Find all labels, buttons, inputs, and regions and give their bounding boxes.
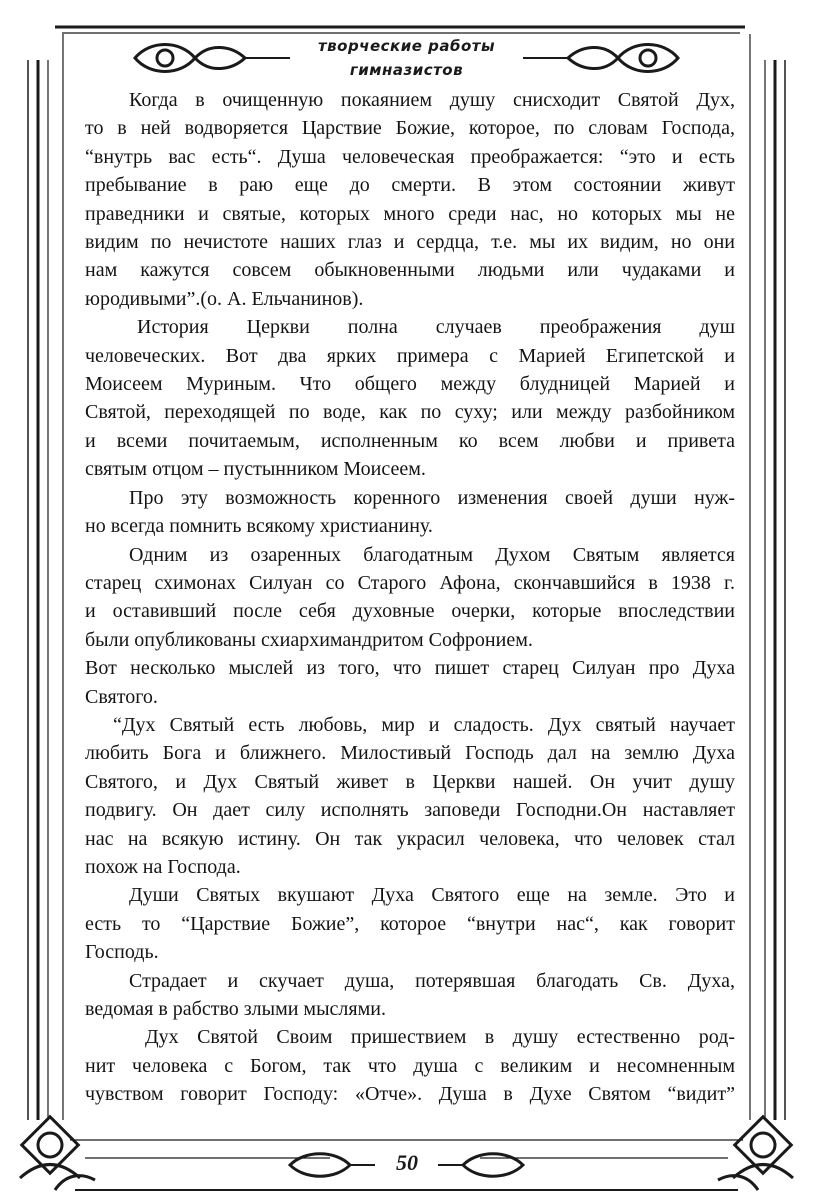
page-number: 50 xyxy=(396,1150,418,1175)
paragraph xyxy=(85,541,735,655)
page-header xyxy=(0,34,813,82)
text-line: Дух Святой Своим пришествием в душу естественно род- xyxy=(145,1026,735,1049)
text-line: и всеми почитаемым, исполненным ко всем любви и привета xyxy=(85,429,735,452)
paragraph xyxy=(85,654,735,711)
text-line: чувством говорит Господу: «Отче». Душа в Духе Святом “видит” xyxy=(85,1083,735,1106)
paragraph xyxy=(85,881,735,966)
text-line: то в ней водворяется Царствие Божие, которое, по словам Господа, xyxy=(85,117,735,140)
paragraph xyxy=(85,711,735,881)
text-line: святым отцом – пустынником Моисеем. xyxy=(85,458,426,481)
text-line: Святого, и Дух Святый живет в Церкви нашей. Он учит душу xyxy=(85,770,735,793)
text-line: Святой, переходящей по воде, как по суху; или между разбойником xyxy=(85,401,735,424)
paragraph xyxy=(85,313,735,483)
paragraph xyxy=(85,86,735,313)
text-line: были опубликованы схиархимандритом Софронием. xyxy=(85,628,533,651)
text-line: нам кажутся совсем обыкновенными людьми или чудаками и xyxy=(85,259,735,282)
text-line: похож на Господа. xyxy=(85,855,241,878)
text-line: ведомая в рабство злыми мыслями. xyxy=(85,998,386,1020)
text-line: Души Святых вкушают Духа Святого еще на земле. Это и xyxy=(129,884,735,907)
text-line: Вот несколько мыслей из того, что пишет старец Силуан про Духа xyxy=(85,657,735,680)
text-line: Святого. xyxy=(85,685,158,708)
knot-ornament-bottom-right xyxy=(718,1117,793,1190)
text-line: История Церкви полна случаев преображения душ xyxy=(137,316,735,339)
text-line: но всегда помнить всякому христианину. xyxy=(85,515,433,538)
text-line: подвигу. Он дает силу исполнять заповеди Господни.Он наставляет xyxy=(85,799,735,822)
text-line: Страдает и скучает душа, потерявшая благодать Св. Духа, xyxy=(129,969,735,992)
paragraph xyxy=(85,967,735,1024)
text-line: старец схимонах Силуан со Старого Афона, скончавшийся в 1938 г. xyxy=(85,571,735,594)
text-line: и оставивший после себя духовные очерки, которые впоследствии xyxy=(85,600,735,623)
text-line: юродивыми”.(о. А. Ельчанинов). xyxy=(85,287,364,310)
text-line: нит человека с Богом, так что душа с великим и несомненным xyxy=(85,1054,735,1077)
text-line: Одним из озаренных благодатным Духом Святым является xyxy=(129,543,735,566)
text-line: пребывание в раю еще до смерти. В этом состоянии живут xyxy=(85,174,735,197)
text-line: Про эту возможность коренного изменения своей души нуж- xyxy=(129,486,735,509)
text-line: Когда в очищенную покаянием душу снисходит Святой Дух, xyxy=(129,89,735,111)
header-line-2: гимназистов xyxy=(349,61,464,79)
text-line: “Дух Святый есть любовь, мир и сладость. Дух святый научает xyxy=(113,713,735,736)
header-line-1: творческие работы xyxy=(317,37,496,55)
text-line: нас на всякую истину. Он так украсил человека, что человек стал xyxy=(85,827,735,850)
body-text xyxy=(85,86,735,1109)
text-line: “внутрь вас есть“. Душа человеческая преображается: “это и есть xyxy=(85,145,735,168)
text-line: видим по нечистоте наших глаз и сердца, т.е. мы их видим, но они xyxy=(85,231,735,254)
knot-ornament-bottom-left xyxy=(20,1117,95,1190)
text-line: любить Бога и ближнего. Милостивый Господь дал на землю Духа xyxy=(85,742,735,765)
text-line: Моисеем Муриным. Что общего между блудницей Марией и xyxy=(85,373,735,396)
paragraph xyxy=(85,484,735,541)
text-line: есть то “Царствие Божие”, которое “внутри нас“, как говорит xyxy=(85,912,735,935)
text-line: Господь. xyxy=(85,941,159,964)
text-line: праведники и святые, которых много среди нас, но которых мы не xyxy=(85,202,735,225)
paragraph xyxy=(85,1023,735,1108)
text-line: человеческих. Вот два ярких примера с Марией Египетской и xyxy=(85,344,735,367)
